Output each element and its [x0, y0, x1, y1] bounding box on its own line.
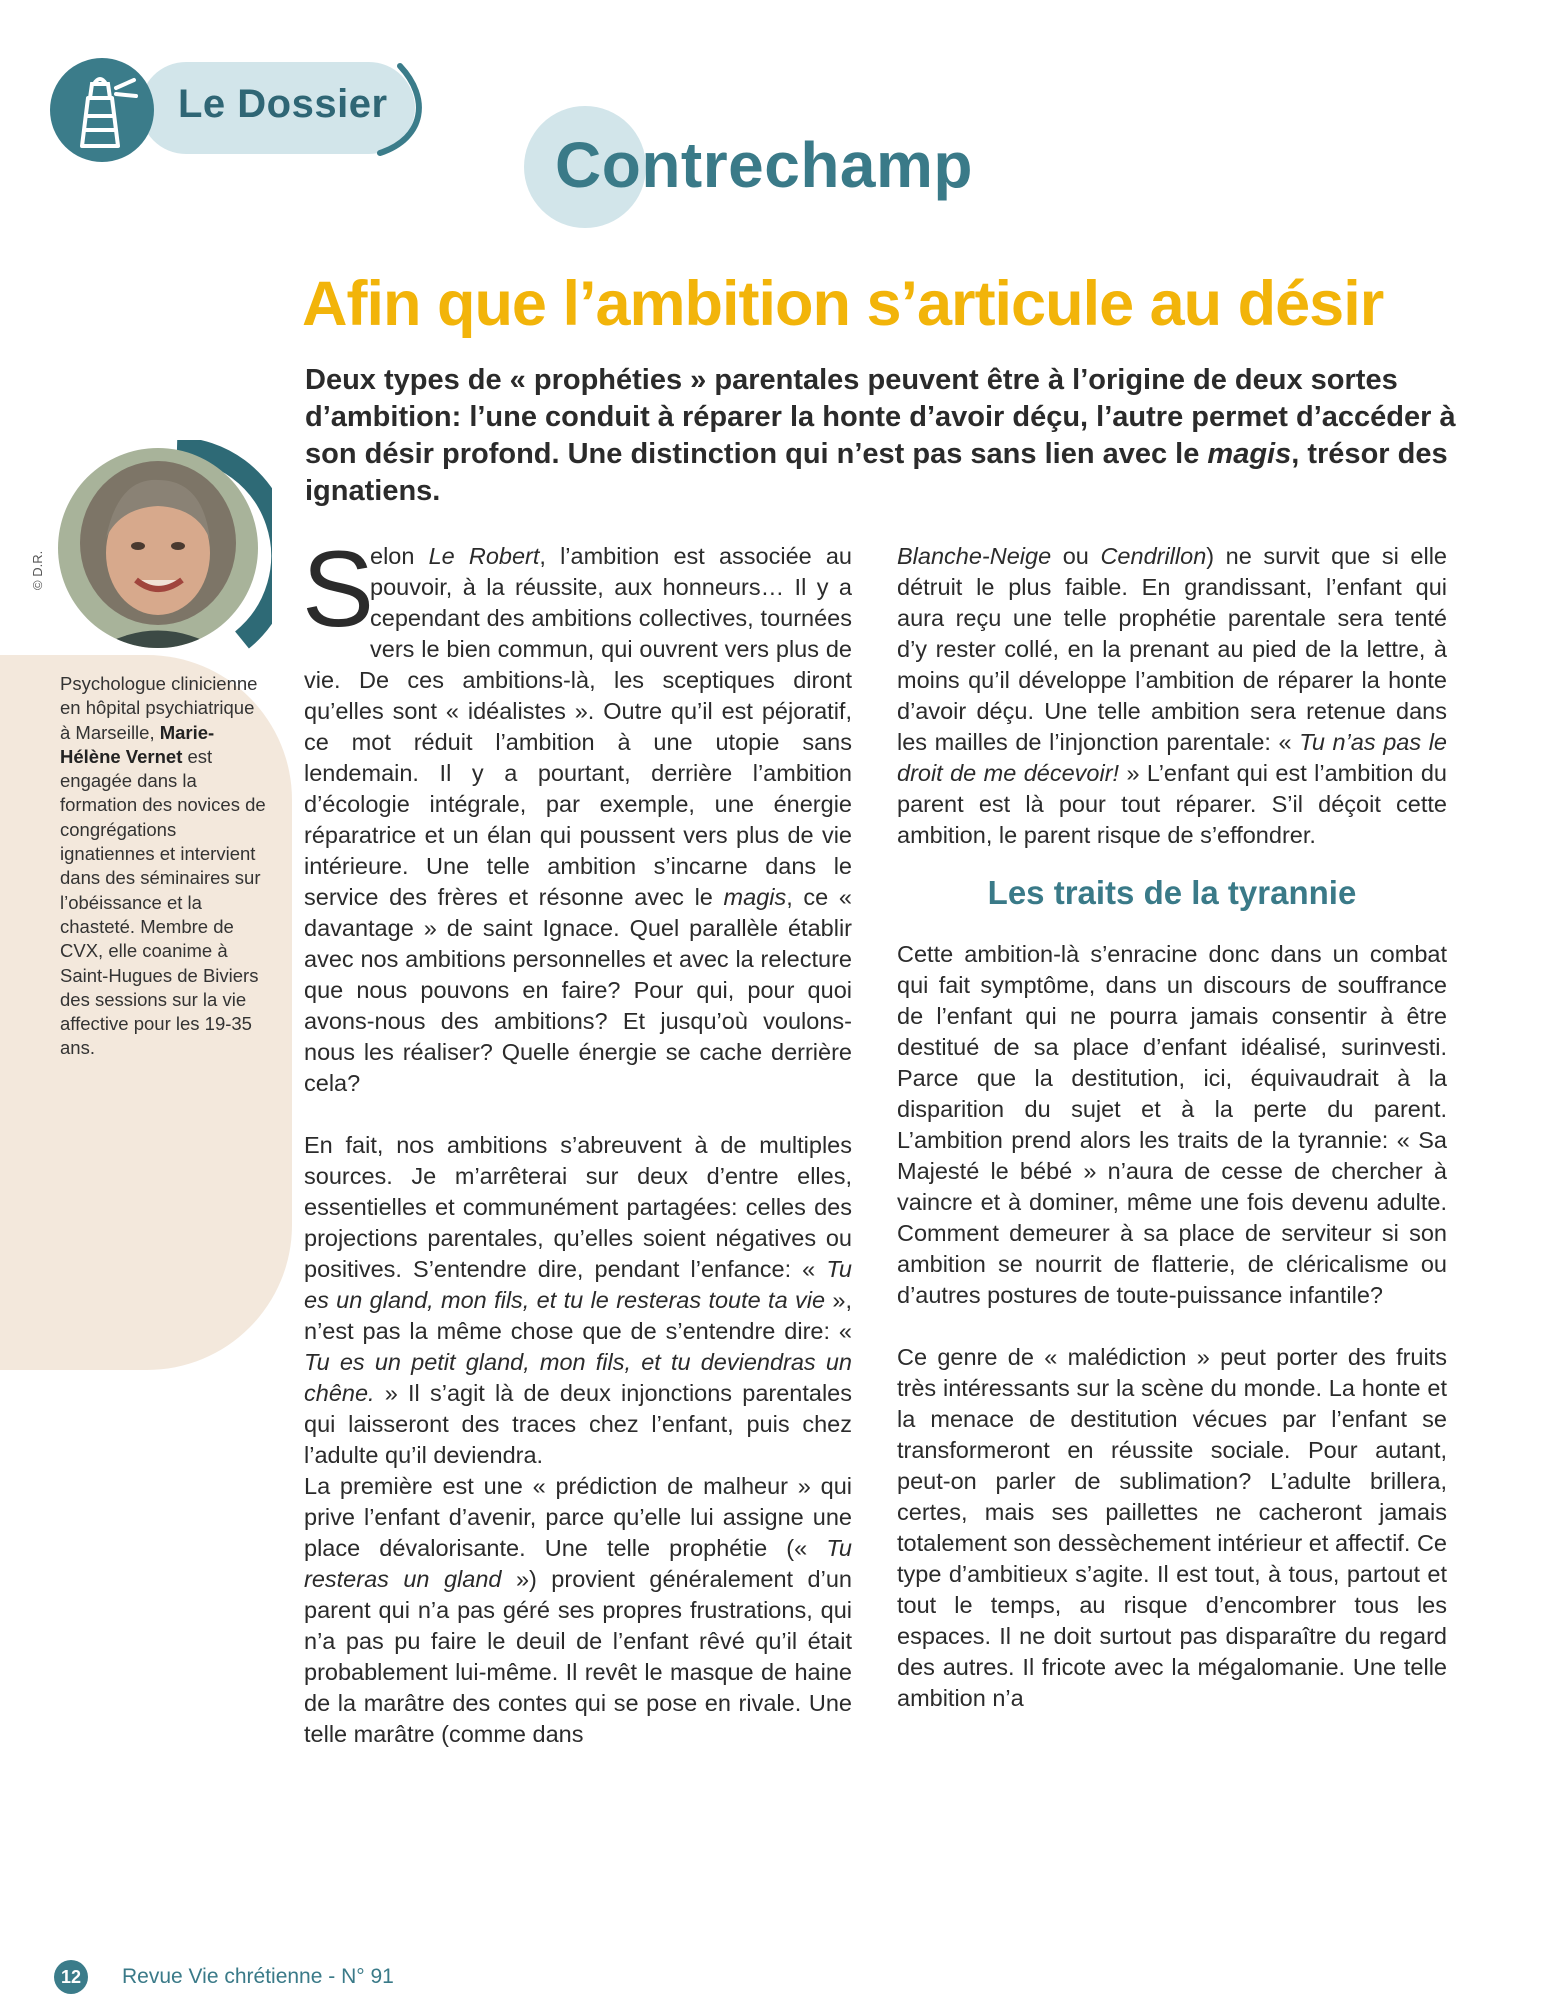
- paragraph-5: Cette ambition-là s’enracine donc dans un combat qui fait symptôme, dans un discours de souffrance de l’enfant qui ne pourra jamais consentir à être destitué de sa place d’enfant idéalisé, surinvesti. Parce que la destitution, ici, équivaudrait à la disparition du sujet et à la perte du parent. L’ambition prend alors les traits de la tyrannie: « Sa Majesté le bébé » n’aura de cesse de chercher à vaincre et à dominer, même une fois devenu adulte. Comment demeurer à sa place de serviteur si son ambition se nourrit de flatterie, de cléricalisme ou d’autres postures de toute-puissance infantile?: [897, 941, 1447, 1308]
- p4-emphasis-e: Tu n’as pas le droit de me décevoir!: [897, 729, 1447, 786]
- drop-cap: S: [302, 528, 375, 649]
- p1-text-a: elon: [370, 543, 429, 569]
- p1-emphasis-d: magis: [723, 884, 787, 910]
- p4-text-d: ) ne survit que si elle détruit le plus faible. En grandissant, l’enfant qui aura reçu une telle prophétie parentale sera tenté d’y rester collé, en la prenant au pied de la lettre, à moins qu’il développe l’ambition de réparer la honte d’avoir déçu. Une telle ambition sera retenue dans les mailles de l’injonction parentale: «: [897, 543, 1447, 755]
- author-name: Marie-Hélène Vernet: [60, 721, 215, 767]
- paragraph-3: [304, 1471, 852, 1750]
- p2-emphasis-d: Tu es un petit gland, mon fils, et tu deviendras un chêne.: [304, 1349, 852, 1406]
- standfirst-text-end: , trésor des ignatiens.: [305, 438, 1448, 507]
- p2-text-a: En fait, nos ambitions s’abreuvent à de multiples sources. Je m’arrêterai sur deux d’entre elles, essentielles et communément partagées: celles des projections parentales, qu’elles soient négatives ou positives. S’entendre dire, pendant l’enfance: «: [304, 1132, 852, 1282]
- page-number: 12: [54, 1960, 88, 1994]
- p1-text-c: , l’ambition est associée au pouvoir, à la réussite, aux honneurs… Il y a cependant des ambitions collectives, tournées vers le bien commun, qui ouvrent vers plus de vie. De ces ambitions-là, les sceptiques diront qu’elles sont « idéalistes ». Outre qu’il est péjoratif, ce mot réduit l’ambition à une utopie sans lendemain. Il y a pourtant, derrière l’ambition d’écologie intégrale, par exemple, une énergie réparatrice et un élan qui poussent vers plus de vie intérieure. Une telle ambition s’incarne dans le service des frères et résonne avec le: [304, 543, 853, 910]
- publication-footer: Revue Vie chrétienne - N° 91: [122, 1965, 394, 1988]
- article-column-1: [302, 528, 853, 1750]
- p3-text-a: La première est une « prédiction de malheur » qui prive l’enfant d’avenir, parce qu’elle lui assigne une place dévalorisante. Une telle prophétie («: [304, 1473, 852, 1561]
- p4-emphasis-c: Cendrillon: [1100, 543, 1207, 569]
- p1-text-e: , ce « davantage » de saint Ignace. Quel parallèle établir avec nos ambitions personnelles et avec la relecture que nous pouvons en faire? Pour qui, pour quoi avons-nous des ambitions? Et jusqu’où voulons-nous les réaliser? Quelle énergie se cache derrière cela?: [304, 884, 852, 1096]
- p4-text-f: » L’enfant qui est l’ambition du parent est là pour tout réparer. S’il déçoit cette ambition, le parent risque de s’effondrer.: [897, 760, 1447, 848]
- p1-emphasis-b: Le Robert: [428, 543, 540, 569]
- bio-text-end: est engagée dans la formation des novices de congrégations ignatiennes et intervient dans des séminaires sur l’obéissance et la chasteté. Membre de CVX, elle coanime à Saint-Hugues de Biviers des sessions sur la vie affective pour les 19-35 ans.: [60, 745, 266, 1059]
- article-standfirst: [305, 362, 1475, 510]
- section-title: Contrechamp: [555, 129, 973, 201]
- portrait-illustration: [58, 448, 258, 648]
- article-headline: Afin que l’ambition s’articule au désir: [302, 269, 1384, 339]
- paragraph-2: [304, 1130, 852, 1471]
- photo-credit: © D.R.: [30, 550, 45, 590]
- p3-text-c: ») provient généralement d’un parent qui n’a pas géré ses propres frustrations, qui n’a pas pu faire le deuil de l’enfant rêvé qu’il était probablement lui-même. Il revêt le masque de haine de la marâtre des contes qui se pose en rivale. Une telle marâtre (comme dans: [304, 1566, 852, 1747]
- author-portrait: [58, 448, 258, 648]
- standfirst-emphasis: magis: [1207, 438, 1292, 470]
- author-bio: [60, 672, 266, 1061]
- p3-emphasis-b: Tu resteras un gland: [304, 1535, 852, 1592]
- p2-text-c: », n’est pas la même chose que de s’entendre dire: «: [304, 1287, 852, 1344]
- standfirst-text: Deux types de « prophéties » parentales peuvent être à l’origine de deux sortes d’ambition: l’une conduit à réparer la honte d’avoir déçu, l’autre permet d’accéder à son désir profond. Une distinction qui n’est pas sans lien avec le: [305, 364, 1456, 470]
- paragraph-1: [302, 528, 853, 1099]
- paragraph-4: [897, 541, 1447, 851]
- p4-emphasis-a: Blanche-Neige: [897, 543, 1052, 569]
- article-column-2: [897, 541, 1447, 1714]
- p2-emphasis-b: Tu es un gland, mon fils, et tu le resteras toute ta vie: [304, 1256, 852, 1313]
- lighthouse-icon: [50, 58, 154, 162]
- p4-text-b: ou: [1051, 543, 1101, 569]
- badge-circle: [50, 58, 154, 162]
- p2-text-e: » Il s’agit là de deux injonctions parentales qui laisseront des traces chez l’enfant, puis chez l’adulte qu’il deviendra.: [304, 1380, 852, 1468]
- paragraph-6: Ce genre de « malédiction » peut porter des fruits très intéressants sur la scène du monde. La honte et la menace de destitution vécues par l’enfant se transformeront en réussite sociale. Pour autant, peut-on parler de sublimation? L’adulte brillera, certes, mais ses paillettes ne cacheront jamais totalement son dessèchement intérieur et affectif. Ce type d’ambitieux s’agite. Il est tout, à tous, partout et tout le temps, au risque d’encombrer tous les espaces. Il ne doit surtout pas disparaître du regard des autres. Il fricote avec la mégalomanie. Une telle ambition n’a: [897, 1344, 1447, 1711]
- subheading: Les traits de la tyrannie: [987, 874, 1357, 911]
- dossier-badge-title: Le Dossier: [178, 82, 388, 126]
- bio-text: Psychologue clinicienne en hôpital psychiatrique à Marseille,: [60, 673, 258, 743]
